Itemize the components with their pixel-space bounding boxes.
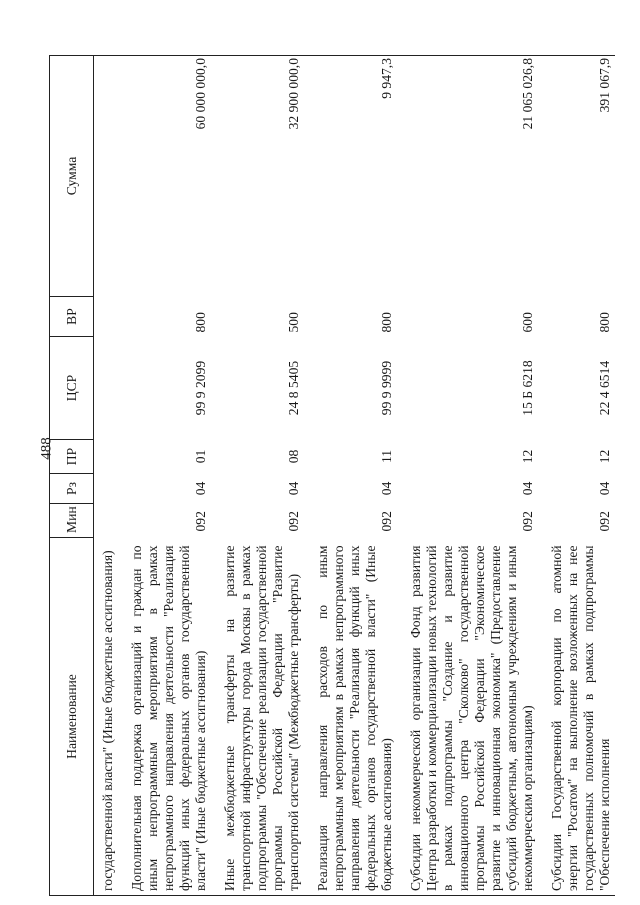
row-pr: 01 [193,449,208,464]
row-min: 092 [286,511,301,532]
row-vr: 800 [379,312,394,333]
row-vr: 800 [597,312,612,333]
row-rz: 04 [520,481,535,496]
header-name: Наименование [50,538,94,896]
table-header-row [50,56,94,896]
row-name: Реализация направления расходов по иным непрограммным мероприятиям в рамках непрограммного направления деятельности "Реализация функций иных федеральных органов государственной власти" (Иные бюджетные ассигнования) [315,538,397,896]
row-sum: 391 067,9 [549,56,615,297]
header-vr: ВР [50,297,94,337]
page-number: 488 [38,437,55,460]
row-name: Иные межбюджетные трансферты на развитие транспортной инфраструктуры города Москвы в рамках подпрограммы "Обеспечение реализации государственной программы Российской Федерации "Развитие транспортной системы" (Межбюджетные трансферты) [222,538,304,896]
table-row [408,56,538,896]
row-sum: 32 900 000,0 [222,56,304,297]
row-pr: 11 [379,449,394,464]
header-csr: ЦСР [50,337,94,440]
row-rz: 04 [597,481,612,496]
row-min: 092 [379,511,394,532]
table-row [549,56,615,896]
budget-table-sheet [49,56,612,896]
row-min: 092 [520,511,535,532]
row-rz: 04 [193,481,208,496]
row-pr: 08 [286,449,301,464]
table-row [222,56,304,896]
row-csr: 99 9 2099 [193,360,208,416]
row-csr: 22 4 6514 [597,360,612,416]
row-min: 092 [193,511,208,532]
row-name: государственной власти" (Иные бюджетные ассигнования) [94,538,119,896]
row-pr: 12 [520,449,535,464]
row-vr: 800 [193,312,208,333]
row-pr: 12 [597,449,612,464]
row-sum: 9 947,3 [315,56,397,297]
budget-table [49,55,615,896]
row-vr: 500 [286,312,301,333]
row-rz: 04 [379,481,394,496]
row-name: Субсидии некоммерческой организации Фонд развития Центра разработки и коммерциализации новых технологий в рамках подпрограммы "Создание и развитие инновационного центра "Сколково" государственной программы Российской Федерации "Экономическое развитие и инновационная экономика" (Предоставление субсидий бюджетным, автономным учреждениям и иным некоммерческим организациям) [408,538,538,896]
table-row [315,56,397,896]
header-min: Мин [50,504,94,538]
row-rz: 04 [286,481,301,496]
row-sum: 21 065 026,8 [408,56,538,297]
table-row [129,56,211,896]
row-min: 092 [597,511,612,532]
row-sum: 60 000 000,0 [129,56,211,297]
row-name: Дополнительная поддержка организаций и граждан по иным непрограммным мероприятиям в рамках непрограммного направления деятельности "Реализация функций иных федеральных органов государственной власти" (Иные бюджетные ассигнования) [129,538,211,896]
header-pr: ПР [50,440,94,474]
header-sum: Сумма [50,56,94,297]
row-vr: 600 [520,312,535,333]
row-csr: 15 Б 6218 [520,360,535,416]
header-rz: Рз [50,474,94,504]
row-name: Субсидии Государственной корпорации по атомной энергии "Росатом" на выполнение возложенных на нее государственных полномочий в рамках подпрограммы "Обеспечение исполнения [549,538,615,896]
table-row-continuation [94,56,119,896]
row-csr: 24 8 5405 [286,360,301,416]
row-csr: 99 9 9999 [379,360,394,416]
